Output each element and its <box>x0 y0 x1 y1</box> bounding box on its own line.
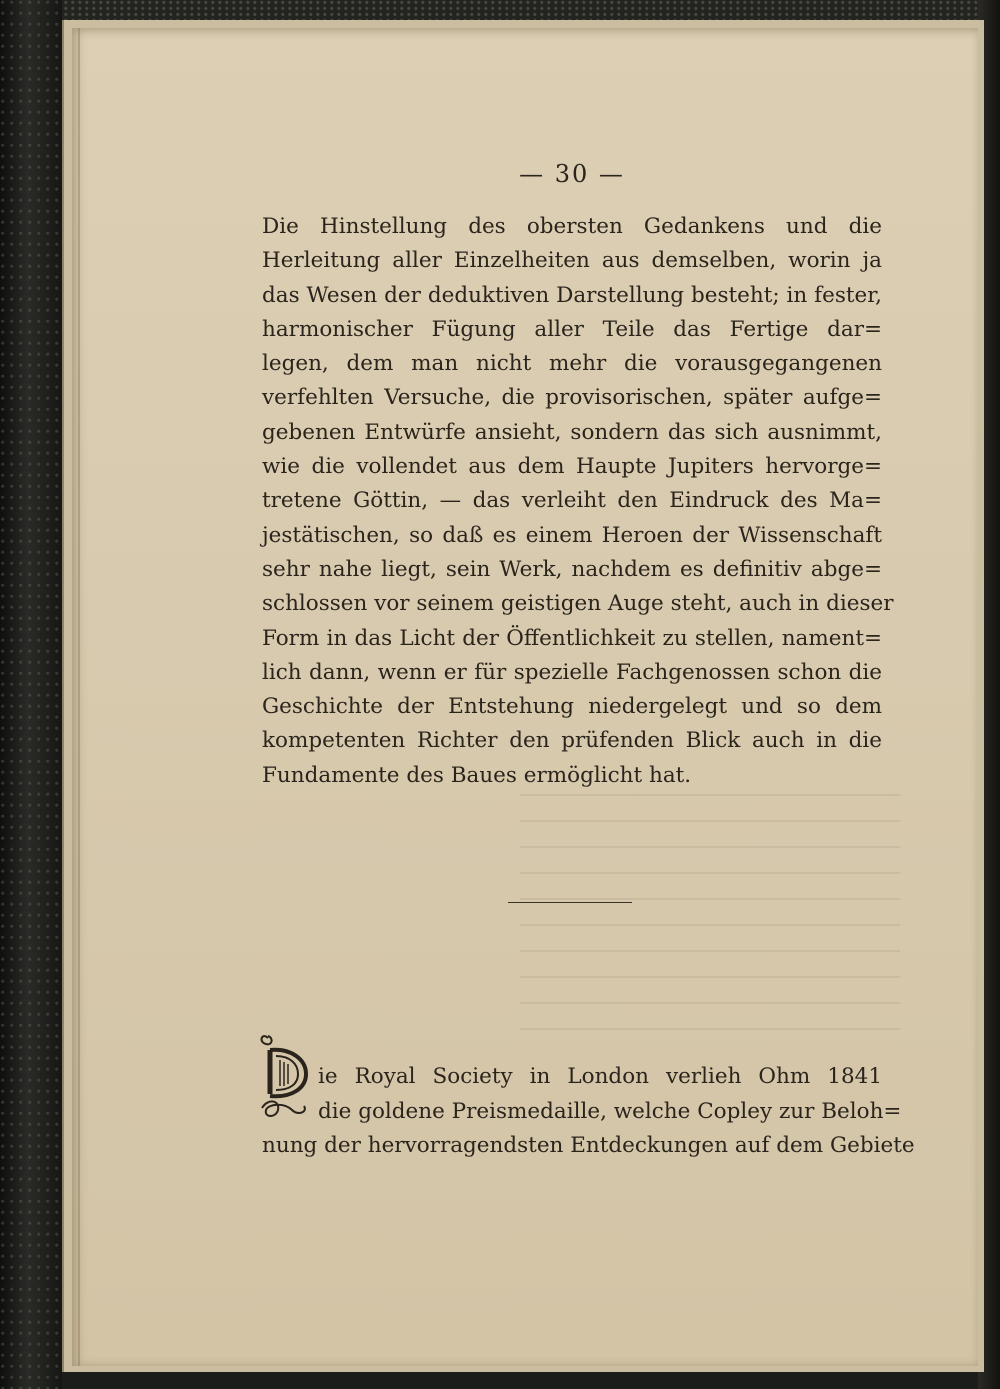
text-line: wie die vollendet aus dem Haupte Jupiters hervorge= <box>262 454 882 480</box>
text-line: nung der hervorragendsten Entdeckungen auf dem Gebiete <box>262 1133 915 1158</box>
book-spine <box>0 0 62 1389</box>
top-binding-edge <box>0 0 1000 22</box>
text-line: Form in das Licht der Öffentlichkeit zu stellen, nament= <box>262 625 882 651</box>
text-line: Fundamente des Baues ermöglicht hat. <box>262 762 692 788</box>
text-line: die goldene Preismedaille, welche Copley zur Beloh= <box>318 1098 902 1124</box>
text-line: lich dann, wenn er für spezielle Fachgenossen schon die <box>262 659 882 685</box>
text-line: Die Hinstellung des obersten Gedankens und die <box>262 214 882 239</box>
text-line: Herleitung aller Einzelheiten aus demselben, worin ja <box>262 248 882 274</box>
text-line-content: ie Royal Society in London verlieh Ohm 1841 <box>318 1064 882 1089</box>
page-number: — 30 — <box>519 160 625 188</box>
text-line <box>262 1060 882 1095</box>
section-divider <box>508 902 632 903</box>
text-line: verfehlten Versuche, die provisorischen, später aufge= <box>262 385 882 411</box>
text-line: jestätischen, so daß es einem Heroen der Wissenschaft <box>262 522 882 548</box>
paragraph-1 <box>262 210 894 793</box>
page-gutter-line <box>78 28 80 1366</box>
text-line: legen, dem man nicht mehr die vorausgegangenen <box>262 351 882 377</box>
text-line: sehr nahe liegt, sein Werk, nachdem es definitiv abge= <box>262 556 882 582</box>
text-line: Geschichte der Entstehung niedergelegt und so dem <box>262 694 882 720</box>
text-line: schlossen vor seinem geistigen Auge steht, auch in dieser <box>262 591 894 617</box>
text-line: das Wesen der deduktiven Darstellung besteht; in fester, <box>262 282 882 308</box>
text-line: harmonischer Fügung aller Teile das Fertige dar= <box>262 316 882 342</box>
text-line: kompetenten Richter den prüfenden Blick auch in die <box>262 728 882 754</box>
paragraph-2 <box>262 1060 915 1164</box>
text-line: gebenen Entwürfe ansieht, sondern das sich ausnimmt, <box>262 419 882 445</box>
text-line: tretene Göttin, — das verleiht den Eindruck des Ma= <box>262 488 882 514</box>
